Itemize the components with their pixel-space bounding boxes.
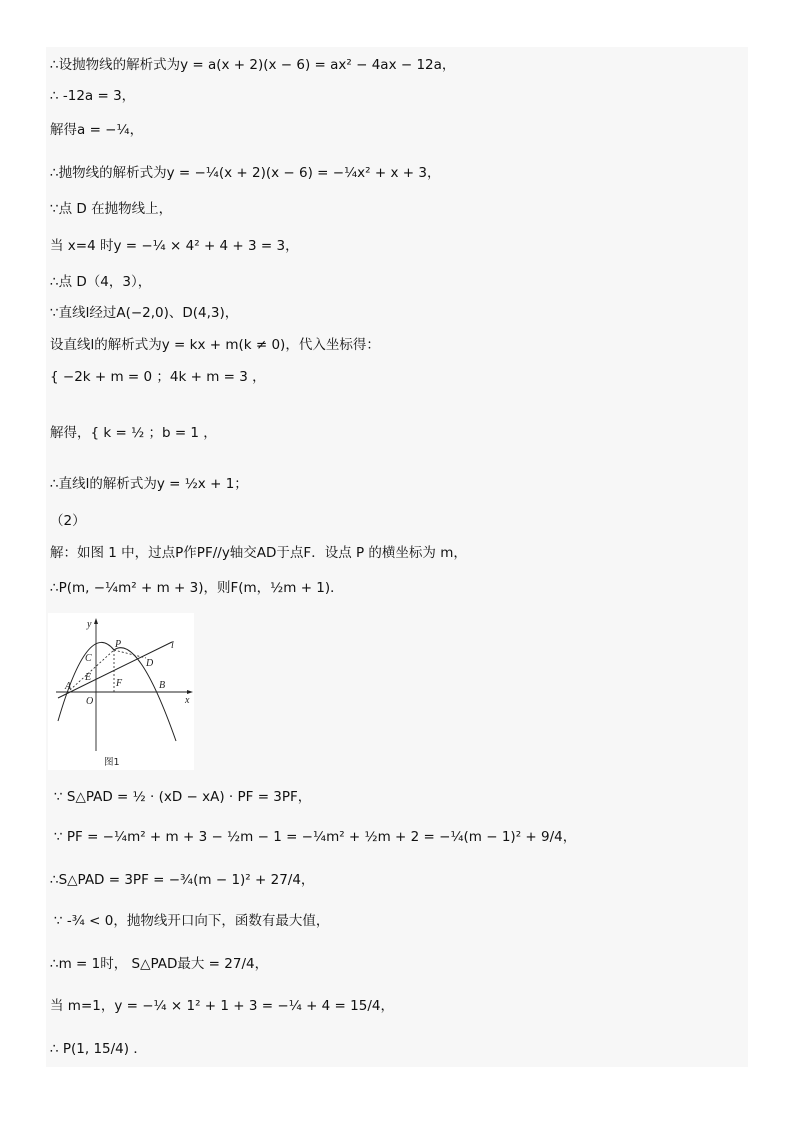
text-line: （2） xyxy=(50,513,86,529)
text-line: ∵直线l经过A(−2,0)、D(4,3)， xyxy=(50,305,239,321)
text-line: ∴m = 1时， S△PAD最大 = 27/4， xyxy=(50,956,269,972)
text-line: 当 x=4 时y = −¼ × 4² + 4 + 3 = 3， xyxy=(50,238,299,254)
text-line: ∴抛物线的解析式为y = −¼(x + 2)(x − 6) = −¼x² + x + 3， xyxy=(50,165,441,181)
label-l: l xyxy=(171,640,174,651)
label-e: E xyxy=(85,672,92,683)
figure-1 xyxy=(48,613,194,770)
text-line: ∴ P(1, 15/4) ． xyxy=(50,1041,147,1057)
label-x: x xyxy=(185,695,190,706)
label-y: y xyxy=(87,619,92,630)
text-line: ∴S△PAD = 3PF = −¾(m − 1)² + 27/4， xyxy=(50,872,315,888)
text-line: 当 m=1，y = −¼ × 1² + 1 + 3 = −¼ + 4 = 15/4， xyxy=(50,998,394,1014)
label-f: F xyxy=(116,678,123,689)
label-p: P xyxy=(115,639,122,650)
text-line: ∴直线l的解析式为y = ½x + 1； xyxy=(50,476,248,492)
text-line: ∴点 D（4，3）， xyxy=(50,274,152,290)
text-line: ∵点 D 在抛物线上， xyxy=(50,201,173,217)
text-line: ∵ PF = −¼m² + m + 3 − ½m − 1 = −¼m² + ½m + 2 = −¼(m − 1)² + 9/4， xyxy=(54,829,577,845)
figure-caption: 图1 xyxy=(104,757,120,768)
x-axis-arrow xyxy=(187,690,193,694)
label-b: B xyxy=(159,680,166,691)
text-line: ∴P(m, −¼m² + m + 3)，则F(m，½m + 1)． xyxy=(50,580,344,596)
label-c: C xyxy=(85,653,92,664)
label-d: D xyxy=(146,658,154,669)
label-a: A xyxy=(65,681,72,692)
text-line: ∴ -12a = 3， xyxy=(50,88,136,104)
text-line: 解：如图 1 中，过点P作PF//y轴交AD于点F．设点 P 的横坐标为 m， xyxy=(50,545,467,561)
text-line: 解得，{ k = ½ ；b = 1 ， xyxy=(50,425,217,441)
text-line: ∴设抛物线的解析式为y = a(x + 2)(x − 6) = ax² − 4ax − 12a， xyxy=(50,57,456,73)
text-line: ∵ -¾ < 0，抛物线开口向下，函数有最大值， xyxy=(54,913,330,929)
text-line: 设直线l的解析式为y = kx + m(k ≠ 0)，代入坐标得： xyxy=(50,337,380,353)
text-line: 解得a = −¼， xyxy=(50,122,144,138)
label-o: O xyxy=(86,696,94,707)
text-line: ∵ S△PAD = ½ · (xD − xA) · PF = 3PF， xyxy=(54,789,312,805)
y-axis-arrow xyxy=(94,618,98,624)
text-line: { −2k + m = 0 ；4k + m = 3 ， xyxy=(50,369,266,385)
parabola-diagram xyxy=(48,613,194,770)
